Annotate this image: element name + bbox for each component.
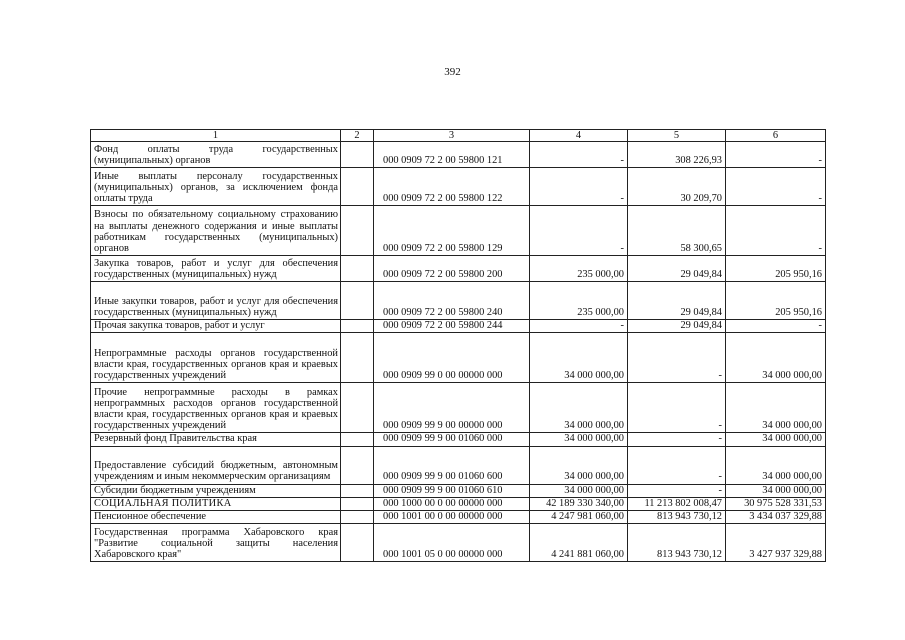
table-row: [91, 206, 826, 256]
row-col5: -: [628, 433, 726, 446]
row-code: 000 0909 99 9 00 01060 000: [374, 433, 530, 446]
row-col2: [341, 320, 374, 333]
table-row: [91, 282, 826, 320]
row-code: 000 0909 72 2 00 59800 122: [374, 168, 530, 206]
column-header: 1: [91, 130, 341, 142]
row-code: 000 0909 72 2 00 59800 200: [374, 256, 530, 282]
row-col5: 813 943 730,12: [628, 524, 726, 562]
row-code: 000 0909 99 9 00 01060 610: [374, 484, 530, 497]
row-col4: 235 000,00: [530, 256, 628, 282]
row-col2: [341, 484, 374, 497]
row-col5: 58 300,65: [628, 206, 726, 256]
row-col5: -: [628, 333, 726, 383]
row-col6: 205 950,16: [726, 282, 826, 320]
row-code: 000 0909 99 9 00 01060 600: [374, 446, 530, 484]
row-code: 000 0909 72 2 00 59800 129: [374, 206, 530, 256]
row-name: Непрограммные расходы органов государственной власти края, государственных органов края и краевых государственных учреждений: [91, 333, 341, 383]
row-col5: 30 209,70: [628, 168, 726, 206]
row-col6: -: [726, 320, 826, 333]
row-name: Прочие непрограммные расходы в рамках непрограммных расходов органов государственной власти края, государственных органов края и краевых государственных учреждений: [91, 383, 341, 433]
table-row: [91, 168, 826, 206]
row-col2: [341, 433, 374, 446]
row-col6: -: [726, 206, 826, 256]
table-row: [91, 511, 826, 524]
row-col6: 3 434 037 329,88: [726, 511, 826, 524]
row-code: 000 0909 72 2 00 59800 121: [374, 142, 530, 168]
row-col5: 29 049,84: [628, 256, 726, 282]
row-col5: -: [628, 446, 726, 484]
row-col4: -: [530, 168, 628, 206]
table-row: [91, 333, 826, 383]
row-col6: 34 000 000,00: [726, 383, 826, 433]
row-col4: 34 000 000,00: [530, 446, 628, 484]
row-col2: [341, 333, 374, 383]
row-col4: 34 000 000,00: [530, 433, 628, 446]
table-row: [91, 484, 826, 497]
row-col5: -: [628, 484, 726, 497]
row-code: 000 1001 00 0 00 00000 000: [374, 511, 530, 524]
row-code: 000 0909 99 9 00 00000 000: [374, 383, 530, 433]
row-col6: 34 000 000,00: [726, 446, 826, 484]
row-name: Иные закупки товаров, работ и услуг для обеспечения государственных (муниципальных) нужд: [91, 282, 341, 320]
row-col5: 29 049,84: [628, 282, 726, 320]
column-header: 2: [341, 130, 374, 142]
row-col2: [341, 168, 374, 206]
row-col5: 29 049,84: [628, 320, 726, 333]
page-number: 392: [444, 66, 461, 78]
column-header: 6: [726, 130, 826, 142]
row-col4: 34 000 000,00: [530, 383, 628, 433]
row-name: Резервный фонд Правительства края: [91, 433, 341, 446]
row-name: Пенсионное обеспечение: [91, 511, 341, 524]
row-name: Закупка товаров, работ и услуг для обеспечения государственных (муниципальных) нужд: [91, 256, 341, 282]
row-col2: [341, 256, 374, 282]
row-code: 000 0909 72 2 00 59800 240: [374, 282, 530, 320]
table-row: [91, 142, 826, 168]
column-header: 5: [628, 130, 726, 142]
table-row: [91, 433, 826, 446]
row-col5: 813 943 730,12: [628, 511, 726, 524]
row-col6: 3 427 937 329,88: [726, 524, 826, 562]
row-name: СОЦИАЛЬНАЯ ПОЛИТИКА: [91, 497, 341, 510]
row-col2: [341, 511, 374, 524]
row-col2: [341, 524, 374, 562]
row-col4: -: [530, 320, 628, 333]
table-header-row: [91, 130, 826, 142]
row-col4: 4 241 881 060,00: [530, 524, 628, 562]
row-col6: 205 950,16: [726, 256, 826, 282]
row-col2: [341, 383, 374, 433]
row-col4: 34 000 000,00: [530, 484, 628, 497]
table-row: [91, 256, 826, 282]
row-col4: 235 000,00: [530, 282, 628, 320]
row-col4: -: [530, 142, 628, 168]
row-col4: -: [530, 206, 628, 256]
row-col4: 34 000 000,00: [530, 333, 628, 383]
row-col4: 4 247 981 060,00: [530, 511, 628, 524]
row-name: Взносы по обязательному социальному страхованию на выплаты денежного содержания и иные выплаты работникам государственных (муниципальных) органов: [91, 206, 341, 256]
row-col6: 34 000 000,00: [726, 333, 826, 383]
row-col2: [341, 282, 374, 320]
row-code: 000 1000 00 0 00 00000 000: [374, 497, 530, 510]
row-col4: 42 189 330 340,00: [530, 497, 628, 510]
row-code: 000 1001 05 0 00 00000 000: [374, 524, 530, 562]
row-col5: 11 213 802 008,47: [628, 497, 726, 510]
row-code: 000 0909 99 0 00 00000 000: [374, 333, 530, 383]
row-name: Государственная программа Хабаровского края "Развитие социальной защиты населения Хабаровского края": [91, 524, 341, 562]
row-col6: 30 975 528 331,53: [726, 497, 826, 510]
row-name: Предоставление субсидий бюджетным, автономным учреждениям и иным некоммерческим организациям: [91, 446, 341, 484]
row-col6: -: [726, 142, 826, 168]
row-col2: [341, 206, 374, 256]
row-name: Иные выплаты персоналу государственных (муниципальных) органов, за исключением фонда оплаты труда: [91, 168, 341, 206]
row-col2: [341, 497, 374, 510]
row-col5: -: [628, 383, 726, 433]
row-name: Субсидии бюджетным учреждениям: [91, 484, 341, 497]
table-row: [91, 383, 826, 433]
column-header: 3: [374, 130, 530, 142]
row-code: 000 0909 72 2 00 59800 244: [374, 320, 530, 333]
row-col6: -: [726, 168, 826, 206]
table-row: [91, 446, 826, 484]
table-row: [91, 497, 826, 510]
column-header: 4: [530, 130, 628, 142]
row-col6: 34 000 000,00: [726, 484, 826, 497]
table-row: [91, 320, 826, 333]
row-col2: [341, 446, 374, 484]
table-row: [91, 524, 826, 562]
row-col2: [341, 142, 374, 168]
row-col6: 34 000 000,00: [726, 433, 826, 446]
budget-table: [90, 129, 826, 562]
row-name: Прочая закупка товаров, работ и услуг: [91, 320, 341, 333]
row-name: Фонд оплаты труда государственных (муниципальных) органов: [91, 142, 341, 168]
row-col5: 308 226,93: [628, 142, 726, 168]
